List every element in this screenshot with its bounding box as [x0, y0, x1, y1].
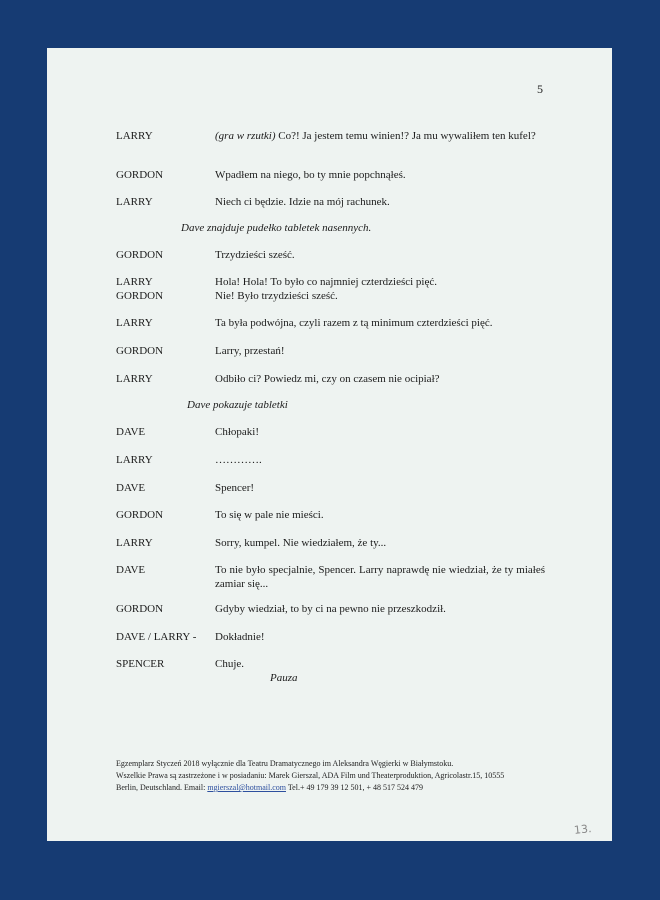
footer-line: Wszelkie Prawa są zastrzeżone i w posiadaniu: Marek Gierszal, ADA Film und Theaterproduktion, Agricolastr.15, 10555: [116, 771, 505, 780]
dialogue-line: Gdyby wiedział, to by ci na pewno nie przeszkodził.: [215, 603, 446, 615]
dialogue-line: [215, 129, 536, 143]
dialogue-line: Sorry, kumpel. Nie wiedziałem, że ty...: [215, 537, 387, 549]
speaker-label: SPENCER: [116, 658, 165, 670]
dialogue-line: Niech ci będzie. Idzie na mój rachunek.: [215, 196, 390, 208]
speaker-label: LARRY: [116, 276, 153, 288]
script-page: [47, 48, 612, 841]
copyright-footer: [116, 758, 504, 794]
speaker-label: GORDON: [116, 249, 164, 261]
speaker-label: GORDON: [116, 290, 164, 302]
speaker-label: GORDON: [116, 345, 164, 357]
dialogue-line: Odbiło ci? Powiedz mi, czy on czasem nie ocipiał?: [215, 373, 440, 385]
dialogue-line: ………….: [215, 454, 262, 466]
stage-direction: Dave znajduje pudełko tabletek nasennych.: [181, 222, 372, 234]
dialogue-line: Chuje.: [215, 658, 245, 670]
dialogue-line: To się w pale nie mieści.: [215, 509, 324, 521]
handwritten-page-note: 13.: [573, 822, 593, 837]
speaker-label: LARRY: [116, 454, 153, 466]
dialogue-line: Ta była podwójna, czyli razem z tą minimum czterdzieści pięć.: [215, 317, 493, 329]
dialogue-line: Spencer!: [215, 482, 255, 494]
speaker-label: DAVE / LARRY -: [116, 631, 197, 643]
dialogue-line: Wpadłem na niego, bo ty mnie popchnąłeś.: [215, 169, 406, 181]
speaker-label: LARRY: [116, 373, 153, 385]
dialogue-text: Co?! Ja jestem temu winien!? Ja mu wywaliłem ten kufel?: [275, 130, 536, 142]
dialogue-line: Dokładnie!: [215, 631, 265, 643]
speaker-label: DAVE: [116, 564, 146, 576]
speaker-label: LARRY: [116, 317, 153, 329]
footer-line: Egzemplarz Styczeń 2018 wyłącznie dla Teatru Dramatycznego im Aleksandra Węgierki w Białymstoku.: [116, 759, 454, 768]
speaker-label: GORDON: [116, 509, 164, 521]
stage-direction: Pauza: [270, 672, 298, 684]
speaker-label: LARRY: [116, 196, 153, 208]
speaker-label: GORDON: [116, 603, 164, 615]
dialogue-line: Hola! Hola! To było co najmniej czterdzieści pięć.: [215, 276, 437, 288]
speaker-label: LARRY: [116, 130, 153, 142]
speaker-label: GORDON: [116, 169, 164, 181]
dialogue-line: Nie! Było trzydzieści sześć.: [215, 290, 338, 302]
dialogue-line: Larry, przestań!: [215, 345, 285, 357]
stage-parenthetical: (gra w rzutki): [215, 130, 276, 142]
email-link[interactable]: mgierszal@hotmail.com: [207, 783, 286, 792]
speaker-label: LARRY: [116, 537, 153, 549]
speaker-label: DAVE: [116, 426, 146, 438]
speaker-label: DAVE: [116, 482, 146, 494]
stage-direction: Dave pokazuje tabletki: [187, 399, 288, 411]
dialogue-line: Trzydzieści sześć.: [215, 249, 295, 261]
footer-line: Berlin, Deutschland. Email: mgierszal@hotmail.com Tel.+ 49 179 39 12 501, + 48 517 524 479: [116, 783, 423, 792]
dialogue-line: Chłopaki!: [215, 426, 259, 438]
page-number: 5: [537, 82, 543, 96]
dialogue-line: To nie było specjalnie, Spencer. Larry naprawdę nie wiedział, że ty miałeś zamiar się...: [215, 564, 545, 590]
